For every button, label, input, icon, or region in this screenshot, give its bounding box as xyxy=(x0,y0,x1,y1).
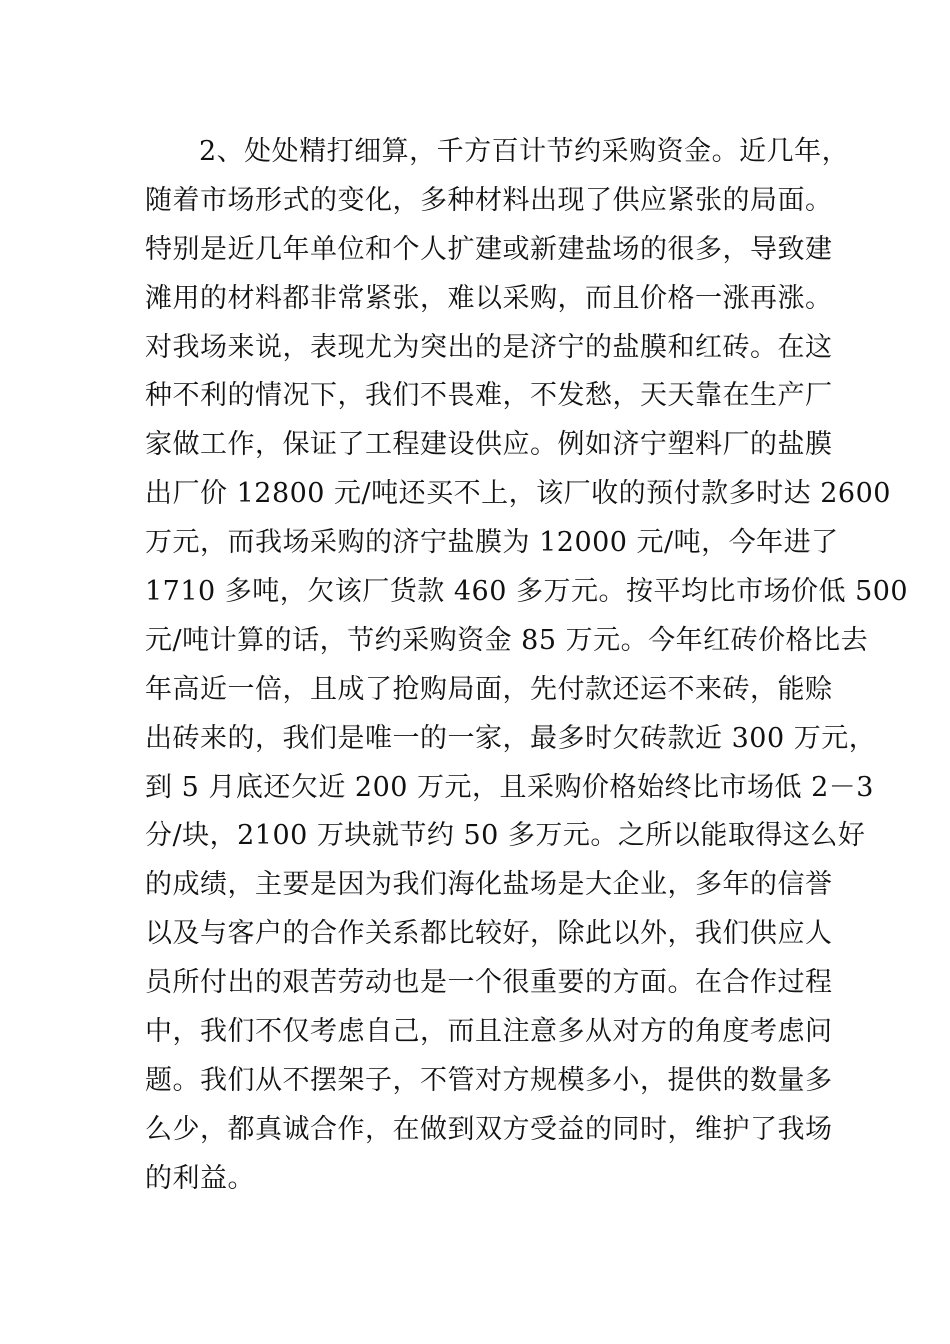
paragraph-line: 特别是近几年单位和个人扩建或新建盐场的很多，导致建 xyxy=(145,233,833,265)
paragraph-line: 随着市场形式的变化，多种材料出现了供应紧张的局面。 xyxy=(145,184,833,216)
paragraph-line: 以及与客户的合作关系都比较好，除此以外，我们供应人 xyxy=(145,918,833,950)
paragraph-line: 滩用的材料都非常紧张，难以采购，而且价格一涨再涨。 xyxy=(145,282,833,314)
paragraph-line: 分/块，2100 万块就节约 50 多万元。之所以能取得这么好 xyxy=(145,820,866,852)
paragraph-line: 员所付出的艰苦劳动也是一个很重要的方面。在合作过程 xyxy=(145,967,833,999)
paragraph-line: 对我场来说，表现尤为突出的是济宁的盐膜和红砖。在这 xyxy=(145,331,833,363)
paragraph-line: 家做工作，保证了工程建设供应。例如济宁塑料厂的盐膜 xyxy=(145,429,833,461)
paragraph-line: 题。我们从不摆架子，不管对方规模多小，提供的数量多 xyxy=(145,1064,833,1096)
paragraph-line: 的成绩，主要是因为我们海化盐场是大企业，多年的信誉 xyxy=(145,869,833,901)
paragraph-line: 1710 多吨，欠该厂货款 460 多万元。按平均比市场价低 500 xyxy=(145,576,909,608)
paragraph-line: 2、处处精打细算，千方百计节约采购资金。近几年， xyxy=(199,136,850,167)
paragraph-line: 么少，都真诚合作，在做到双方受益的同时，维护了我场 xyxy=(145,1113,833,1145)
paragraph-line: 出厂价 12800 元/吨还买不上，该厂收的预付款多时达 2600 xyxy=(145,478,891,510)
paragraph-line: 万元，而我场采购的济宁盐膜为 12000 元/吨，今年进了 xyxy=(145,527,839,559)
paragraph-line: 年高近一倍，且成了抢购局面，先付款还运不来砖，能赊 xyxy=(145,673,833,705)
paragraph-line: 到 5 月底还欠近 200 万元，且采购价格始终比市场低 2－3 xyxy=(145,771,874,803)
body-paragraph xyxy=(145,128,909,1204)
paragraph-line: 的利益。 xyxy=(145,1162,255,1194)
paragraph-line: 中，我们不仅考虑自己，而且注意多从对方的角度考虑问 xyxy=(145,1016,833,1048)
paragraph-line: 种不利的情况下，我们不畏难，不发愁，天天靠在生产厂 xyxy=(145,380,833,412)
paragraph-line: 元/吨计算的话，节约采购资金 85 万元。今年红砖价格比去 xyxy=(145,624,869,656)
paragraph-line: 出砖来的，我们是唯一的一家，最多时欠砖款近 300 万元， xyxy=(145,722,877,754)
